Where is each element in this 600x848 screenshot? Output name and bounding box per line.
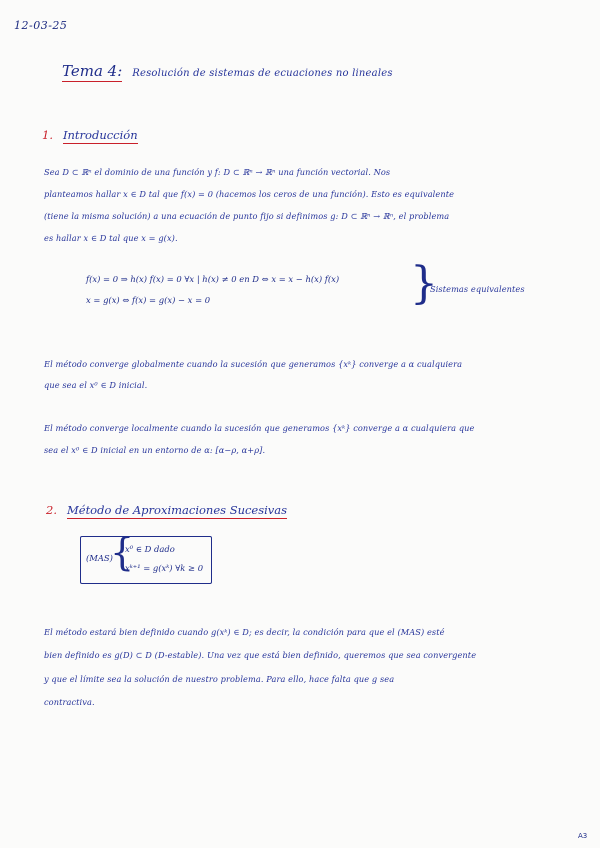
mas-initial-condition: x⁰ ∈ D dado <box>125 544 175 554</box>
mas-text-line-1: El método estará bien definido cuando g(xᵏ) ∈ D; es decir, la condición para que el (MAS) esté <box>44 627 445 637</box>
title-text: Resolución de sistemas de ecuaciones no lineales <box>132 68 393 79</box>
section-1-title: Introducción <box>62 128 138 142</box>
equation-2: x = g(x) ⇔ f(x) = g(x) − x = 0 <box>86 295 211 305</box>
mas-label: (MAS) <box>86 553 113 563</box>
mas-text-line-2: bien definido es g(D) ⊂ D (D-estable). Una vez que está bien definido, queremos que sea convergente <box>44 650 477 660</box>
page-number: A3 <box>578 832 588 840</box>
section-1-heading <box>42 128 138 142</box>
title-topic: Tema 4: <box>62 62 123 80</box>
mas-iteration: xᵏ⁺¹ = g(xᵏ) ∀k ≥ 0 <box>125 563 204 573</box>
mas-text-line-4: contractiva. <box>44 697 95 707</box>
section-2-heading <box>46 503 287 517</box>
intro-line-2: planteamos hallar x ∈ D tal que f(x) = 0 (hacemos los ceros de una función). Esto es equivalente <box>44 189 455 199</box>
local-convergence-line-2: sea el x⁰ ∈ D inicial en un entorno de α: [α−ρ, α+ρ]. <box>44 445 266 455</box>
mas-definition-box <box>80 530 212 584</box>
global-convergence-line-2: que sea el x⁰ ∈ D inicial. <box>44 380 148 390</box>
intro-line-1: Sea D ⊂ ℝⁿ el dominio de una función y f: D ⊂ ℝⁿ → ℝⁿ una función vectorial. Nos <box>44 167 391 177</box>
intro-line-4: es hallar x ∈ D tal que x = g(x). <box>44 233 178 243</box>
page-title <box>62 62 393 82</box>
global-convergence-line-1: El método converge globalmente cuando la sucesión que generamos {xᵏ} converge a α cualquiera <box>44 359 463 369</box>
equations-note: Sistemas equivalentes <box>430 284 525 294</box>
mas-text-line-3: y que el límite sea la solución de nuestro problema. Para ello, hace falta que g sea <box>44 674 395 684</box>
section-2-title: Método de Aproximaciones Sucesivas <box>66 503 288 517</box>
equations-brace: } <box>410 258 438 309</box>
intro-line-3: (tiene la misma solución) a una ecuación de punto fijo si definimos g: D ⊂ ℝⁿ → ℝⁿ, el problema <box>44 211 450 221</box>
mas-brace: { <box>110 530 135 574</box>
section-2-number: 2. <box>46 503 57 517</box>
date-label: 12-03-25 <box>14 19 68 32</box>
section-1-number: 1. <box>42 128 53 142</box>
local-convergence-line-1: El método converge localmente cuando la sucesión que generamos {xᵏ} converge a α cualquiera que <box>44 423 475 433</box>
equation-1: f(x) = 0 ⇒ h(x) f(x) = 0 ∀x | h(x) ≠ 0 en D ⇔ x = x − h(x) f(x) <box>86 274 340 284</box>
